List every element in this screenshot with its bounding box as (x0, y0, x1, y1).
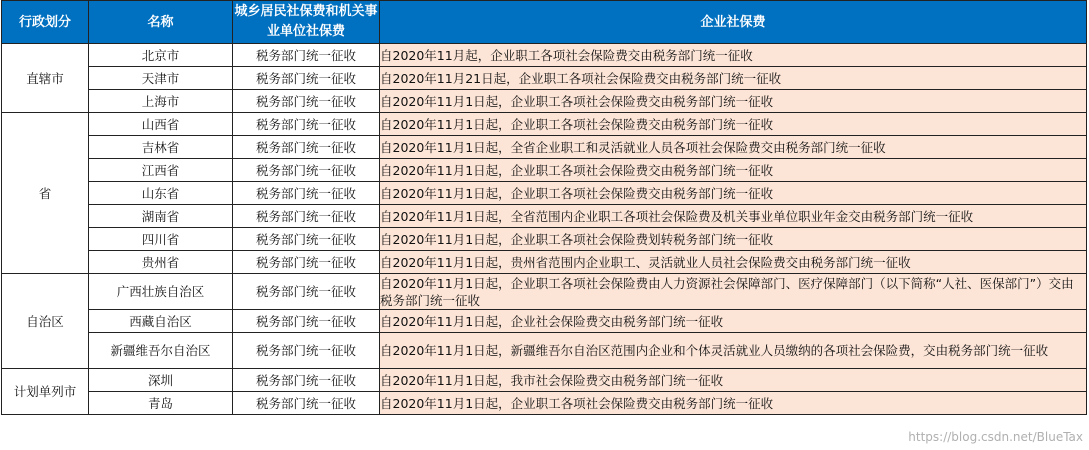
name-cell: 新疆维吾尔自治区 (89, 333, 233, 369)
header-region: 行政划分 (2, 1, 89, 44)
header-row (2, 1, 1087, 44)
corp-cell: 自2020年11月1日起，全省企业职工和灵活就业人员各项社会保险费交由税务部门统一征收 (380, 136, 1087, 159)
table-row (2, 333, 1087, 369)
rural-cell: 税务部门统一征收 (233, 392, 380, 415)
table-row (2, 159, 1087, 182)
rural-cell: 税务部门统一征收 (233, 113, 380, 136)
table-row (2, 369, 1087, 392)
name-cell: 深圳 (89, 369, 233, 392)
table-row (2, 90, 1087, 113)
name-cell: 四川省 (89, 228, 233, 251)
header-corp: 企业社保费 (380, 1, 1087, 44)
rural-cell: 税务部门统一征收 (233, 274, 380, 310)
header-rural (233, 1, 380, 44)
corp-cell: 自2020年11月1日起，企业职工各项社会保险费由人力资源社会保障部门、医疗保障部门（以下简称“人社、医保部门”）交由税务部门统一征收 (380, 274, 1087, 310)
table-row (2, 228, 1087, 251)
corp-cell: 自2020年11月1日起，全省范围内企业职工各项社会保险费及机关事业单位职业年金交由税务部门统一征收 (380, 205, 1087, 228)
name-cell: 山东省 (89, 182, 233, 205)
name-cell: 吉林省 (89, 136, 233, 159)
header-name: 名称 (89, 1, 233, 44)
name-cell: 西藏自治区 (89, 310, 233, 333)
table-row (2, 67, 1087, 90)
name-cell: 上海市 (89, 90, 233, 113)
corp-cell: 自2020年11月起，企业职工各项社会保险费交由税务部门统一征收 (380, 44, 1087, 67)
name-cell: 贵州省 (89, 251, 233, 274)
table-row (2, 251, 1087, 274)
corp-cell: 自2020年11月1日起，企业职工各项社会保险费交由税务部门统一征收 (380, 182, 1087, 205)
name-cell: 青岛 (89, 392, 233, 415)
rural-cell: 税务部门统一征收 (233, 44, 380, 67)
name-cell: 湖南省 (89, 205, 233, 228)
corp-cell: 自2020年11月1日起，企业社会保险费交由税务部门统一征收 (380, 310, 1087, 333)
table-row (2, 44, 1087, 67)
name-cell: 天津市 (89, 67, 233, 90)
corp-cell: 自2020年11月1日起，企业职工各项社会保险费交由税务部门统一征收 (380, 90, 1087, 113)
table-row (2, 205, 1087, 228)
watermark: https://blog.csdn.net/BlueTax (908, 430, 1083, 444)
region-cell: 直辖市 (2, 44, 89, 113)
rural-cell: 税务部门统一征收 (233, 310, 380, 333)
region-cell: 自治区 (2, 274, 89, 369)
table-row (2, 392, 1087, 415)
header-rural-label: 城乡居民社保费和机关事业单位社保费 (234, 4, 378, 39)
corp-cell: 自2020年11月1日起，企业职工各项社会保险费交由税务部门统一征收 (380, 113, 1087, 136)
rural-cell: 税务部门统一征收 (233, 182, 380, 205)
table-row (2, 113, 1087, 136)
corp-cell: 自2020年11月1日起，我市社会保险费交由税务部门统一征收 (380, 369, 1087, 392)
rural-cell: 税务部门统一征收 (233, 159, 380, 182)
region-cell: 省 (2, 113, 89, 274)
rural-cell: 税务部门统一征收 (233, 67, 380, 90)
name-cell: 广西壮族自治区 (89, 274, 233, 310)
table-body (2, 44, 1087, 415)
table-row (2, 136, 1087, 159)
corp-cell: 自2020年11月1日起，新疆维吾尔自治区范围内企业和个体灵活就业人员缴纳的各项社会保险费，交由税务部门统一征收 (380, 333, 1087, 369)
name-cell: 山西省 (89, 113, 233, 136)
rural-cell: 税务部门统一征收 (233, 205, 380, 228)
table-row (2, 274, 1087, 310)
social-insurance-table (1, 0, 1087, 415)
rural-cell: 税务部门统一征收 (233, 333, 380, 369)
table-row (2, 310, 1087, 333)
name-cell: 江西省 (89, 159, 233, 182)
table-row (2, 182, 1087, 205)
rural-cell: 税务部门统一征收 (233, 90, 380, 113)
rural-cell: 税务部门统一征收 (233, 136, 380, 159)
corp-cell: 自2020年11月1日起，贵州省范围内企业职工、灵活就业人员社会保险费交由税务部门统一征收 (380, 251, 1087, 274)
corp-cell: 自2020年11月21日起，企业职工各项社会保险费交由税务部门统一征收 (380, 67, 1087, 90)
name-cell: 北京市 (89, 44, 233, 67)
corp-cell: 自2020年11月1日起，企业职工各项社会保险费交由税务部门统一征收 (380, 159, 1087, 182)
rural-cell: 税务部门统一征收 (233, 228, 380, 251)
rural-cell: 税务部门统一征收 (233, 251, 380, 274)
corp-cell: 自2020年11月1日起，企业职工各项社会保险费划转税务部门统一征收 (380, 228, 1087, 251)
region-cell: 计划单列市 (2, 369, 89, 415)
corp-cell: 自2020年11月1日起，企业职工各项社会保险费交由税务部门统一征收 (380, 392, 1087, 415)
rural-cell: 税务部门统一征收 (233, 369, 380, 392)
